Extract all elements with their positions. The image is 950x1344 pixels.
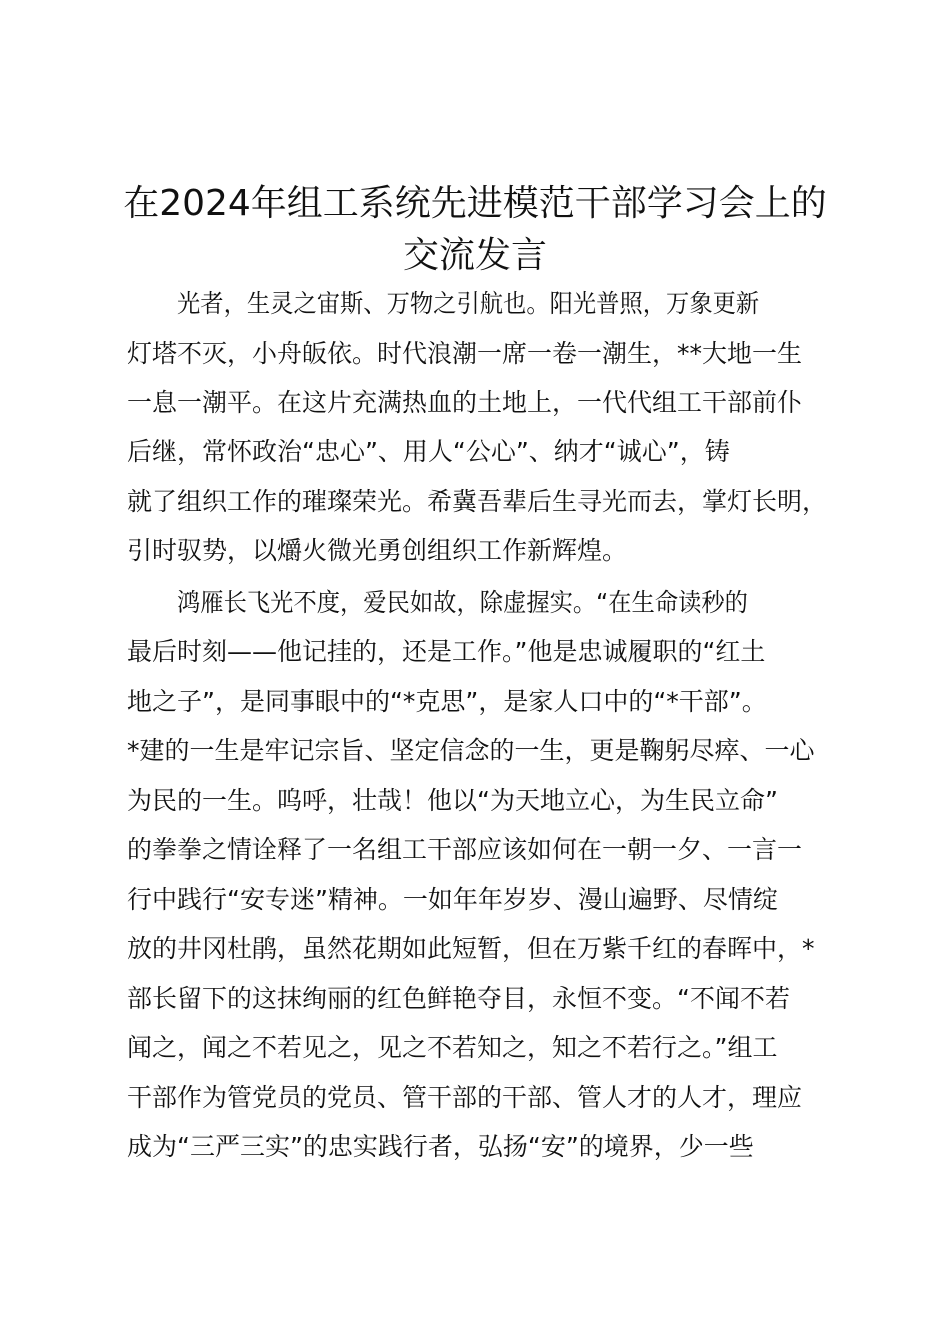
paragraph-line: 放的井冈杜鹃，虽然花期如此短暂，但在万紫千红的春晖中，* — [127, 934, 815, 963]
paragraph-line: 就了组织工作的璀璨荣光。希冀吾辈后生寻光而去，掌灯长明， — [127, 487, 828, 516]
paragraph-line: 部长留下的这抹绚丽的红色鲜艳夺目，永恒不变。“不闻不若 — [127, 984, 790, 1013]
paragraph-line: 干部作为管党员的党员、管干部的干部、管人才的人才，理应 — [127, 1083, 803, 1112]
paragraph-line: 光者，生灵之宙斯、万物之引航也。阳光普照，万象更新 — [177, 289, 760, 318]
paragraph-line: *建的一生是牢记宗旨、坚定信念的一生，更是鞠躬尽瘁、一心 — [127, 736, 815, 765]
paragraph-line: 最后时刻——他记挂的，还是工作。”他是忠诚履职的“红土 — [127, 637, 766, 666]
document-title-line-1: 在2024年组工系统先进模范干部学习会上的 — [123, 183, 827, 224]
paragraph-line: 一息一潮平。在这片充满热血的土地上，一代代组工干部前仆 — [127, 388, 803, 417]
paragraph-line: 引时驭势，以爝火微光勇创组织工作新辉煌。 — [127, 536, 628, 565]
document-title-line-2: 交流发言 — [402, 235, 547, 276]
paragraph-line: 的拳拳之情诠释了一名组工干部应该如何在一朝一夕、一言一 — [127, 835, 803, 864]
paragraph-line: 闻之，闻之不若见之，见之不若知之，知之不若行之。”组工 — [127, 1033, 778, 1062]
paragraph-line: 成为“三严三实”的忠实践行者，弘扬“安”的境界，少一些 — [127, 1132, 754, 1161]
paragraph-line: 鸿雁长飞光不度，爱民如故，除虚握实。“在生命读秒的 — [177, 588, 748, 617]
paragraph-line: 为民的一生。呜呼，壮哉！他以“为天地立心，为生民立命” — [127, 786, 778, 815]
paragraph-line: 地之子”，是同事眼中的“*克思”，是家人口中的“*干部”。 — [127, 687, 767, 716]
paragraph-line: 后继，常怀政治“忠心”、用人“公心”、纳才“诚心”，铸 — [127, 437, 730, 466]
paragraph-line: 行中践行“安专迷”精神。一如年年岁岁、漫山遍野、尽情绽 — [127, 885, 778, 914]
paragraph-line: 灯塔不灭，小舟皈依。时代浪潮一席一卷一潮生，**大地一生 — [127, 339, 803, 368]
